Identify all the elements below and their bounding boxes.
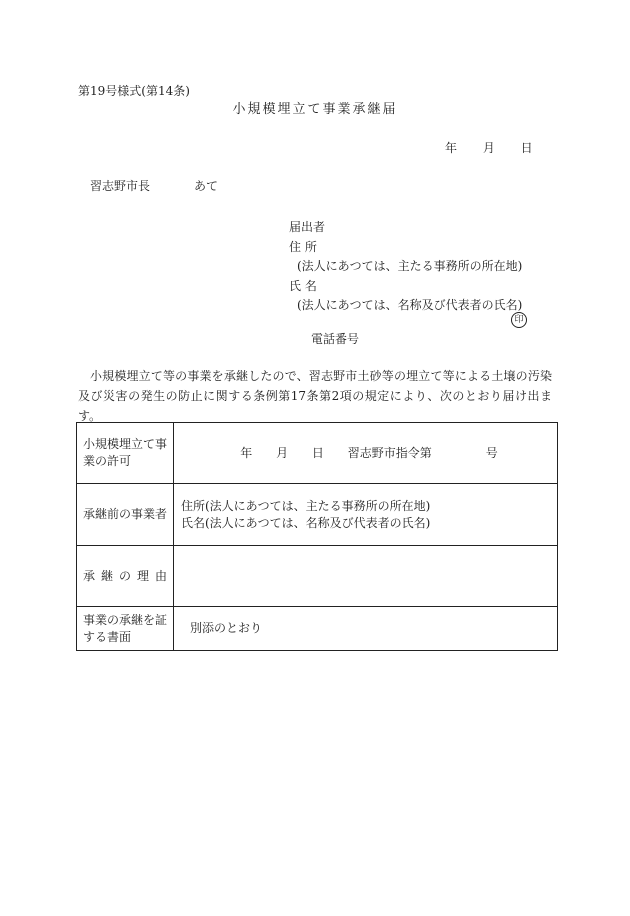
previous-operator-name: 氏名(法人にあつては、名称及び代表者の氏名) — [181, 515, 431, 530]
row-value-reason — [174, 546, 558, 607]
row-label-document: 事業の承継を証する書面 — [77, 607, 174, 651]
addressee-name: 習志野市長 — [90, 179, 151, 193]
row-value-document: 別添のとおり — [174, 607, 558, 651]
seal-mark: 印 — [511, 312, 527, 328]
permit-year: 年 — [240, 445, 253, 460]
table-row — [77, 423, 558, 484]
address-note: (法人にあつては、主たる事務所の所在地) — [297, 259, 523, 273]
page-title: 小規模埋立て事業承継届 — [232, 102, 398, 117]
previous-operator-address: 住所(法人にあつては、主たる事務所の所在地) — [181, 498, 431, 513]
table-row — [77, 607, 558, 651]
applicant-label: 届出者 — [289, 220, 326, 234]
body-text: 小規模埋立て等の事業を承継したので、習志野市土砂等の埋立て等による土壌の汚染及び災害の発生の防止に関する条例第17条第2項の規定により、次のとおり届け出ます。 — [78, 369, 552, 423]
permit-number-suffix: 号 — [485, 445, 498, 460]
row-label-permit: 小規模埋立て事業の許可 — [77, 423, 174, 484]
permit-day: 日 — [311, 445, 324, 460]
row-value-permit — [174, 423, 558, 484]
applicant-block — [289, 218, 522, 316]
name-note: (法人にあつては、名称及び代表者の氏名) — [297, 298, 523, 312]
phone-label: 電話番号 — [311, 332, 360, 346]
address-label: 住 所 — [289, 239, 317, 254]
permit-month: 月 — [276, 445, 289, 460]
date-line: 年 月 日 — [445, 141, 533, 155]
info-table — [76, 422, 558, 651]
addressee-suffix: あて — [194, 179, 219, 193]
name-label: 氏 名 — [289, 278, 317, 293]
table-row — [77, 484, 558, 546]
row-value-previous-operator — [174, 484, 558, 546]
row-label-previous-operator: 承継前の事業者 — [77, 484, 174, 546]
table-row — [77, 546, 558, 607]
addressee — [90, 180, 218, 192]
row-label-reason: 承継の理由 — [77, 546, 174, 607]
form-number: 第19号様式(第14条) — [78, 84, 190, 98]
permit-directive: 習志野市指令第 — [347, 445, 432, 460]
